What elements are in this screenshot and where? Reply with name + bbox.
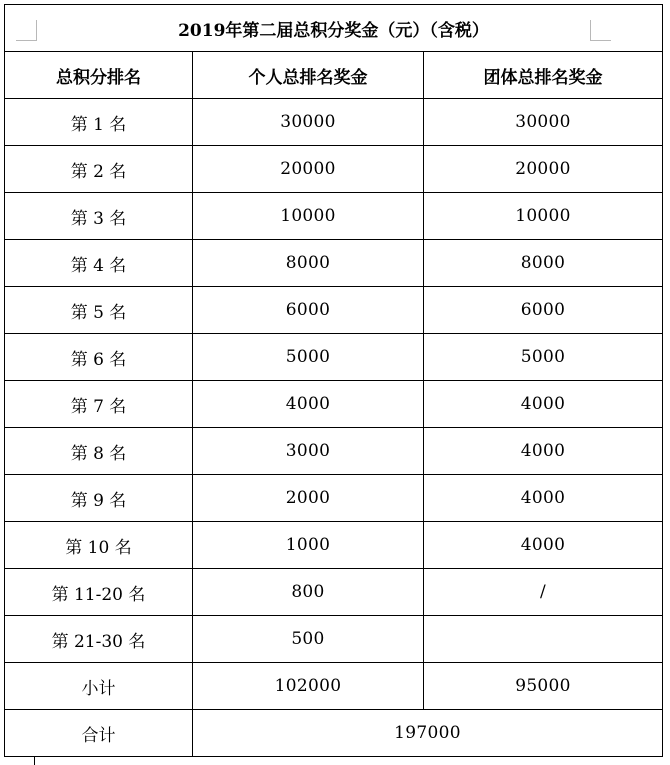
- individual-prize-cell: 10000: [193, 193, 424, 240]
- subtotal-individual: 102000: [193, 663, 424, 710]
- individual-prize-cell: 30000: [193, 99, 424, 146]
- table-row: [5, 334, 663, 381]
- individual-prize-cell: 1000: [193, 522, 424, 569]
- subtotal-team: 95000: [424, 663, 663, 710]
- team-prize-cell: 4000: [424, 522, 663, 569]
- individual-prize-cell: 20000: [193, 146, 424, 193]
- subtotal-label: 小计: [5, 663, 193, 710]
- team-prize-cell: 10000: [424, 193, 663, 240]
- individual-prize-cell: 4000: [193, 381, 424, 428]
- table-row: [5, 99, 663, 146]
- individual-prize-cell: 8000: [193, 240, 424, 287]
- table-title: 2019年第二届总积分奖金（元）（含税）: [5, 5, 663, 52]
- rank-cell: 第 7 名: [5, 381, 193, 428]
- rank-cell: 第 10 名: [5, 522, 193, 569]
- table-title-row: [5, 5, 663, 52]
- individual-prize-cell: 3000: [193, 428, 424, 475]
- team-prize-cell: 6000: [424, 287, 663, 334]
- team-prize-cell: 4000: [424, 381, 663, 428]
- team-prize-cell: 30000: [424, 99, 663, 146]
- rank-cell: 第 9 名: [5, 475, 193, 522]
- header-rank: 总积分排名: [5, 52, 193, 99]
- team-prize-cell: 4000: [424, 428, 663, 475]
- prize-table: [4, 4, 663, 757]
- individual-prize-cell: 800: [193, 569, 424, 616]
- table-row: [5, 522, 663, 569]
- table-row: [5, 240, 663, 287]
- table-header-row: [5, 52, 663, 99]
- rank-cell: 第 1 名: [5, 99, 193, 146]
- team-prize-cell: 8000: [424, 240, 663, 287]
- table-row: [5, 616, 663, 663]
- table-row: [5, 569, 663, 616]
- total-row: [5, 710, 663, 757]
- rank-cell: 第 11-20 名: [5, 569, 193, 616]
- rank-cell: 第 4 名: [5, 240, 193, 287]
- table-row: [5, 475, 663, 522]
- team-prize-cell: 4000: [424, 475, 663, 522]
- header-team-prize: 团体总排名奖金: [424, 52, 663, 99]
- individual-prize-cell: 5000: [193, 334, 424, 381]
- total-value: 197000: [193, 710, 663, 757]
- team-prize-cell: 20000: [424, 146, 663, 193]
- rank-cell: 第 8 名: [5, 428, 193, 475]
- team-prize-cell: /: [424, 569, 663, 616]
- team-prize-cell: 5000: [424, 334, 663, 381]
- individual-prize-cell: 2000: [193, 475, 424, 522]
- table-row: [5, 146, 663, 193]
- crop-mark-bottom-left: [34, 757, 35, 765]
- subtotal-row: [5, 663, 663, 710]
- table-row: [5, 193, 663, 240]
- table-row: [5, 381, 663, 428]
- individual-prize-cell: 6000: [193, 287, 424, 334]
- table-row: [5, 428, 663, 475]
- rank-cell: 第 5 名: [5, 287, 193, 334]
- total-label: 合计: [5, 710, 193, 757]
- rank-cell: 第 2 名: [5, 146, 193, 193]
- team-prize-cell: [424, 616, 663, 663]
- individual-prize-cell: 500: [193, 616, 424, 663]
- header-individual-prize: 个人总排名奖金: [193, 52, 424, 99]
- rank-cell: 第 21-30 名: [5, 616, 193, 663]
- rank-cell: 第 6 名: [5, 334, 193, 381]
- table-row: [5, 287, 663, 334]
- rank-cell: 第 3 名: [5, 193, 193, 240]
